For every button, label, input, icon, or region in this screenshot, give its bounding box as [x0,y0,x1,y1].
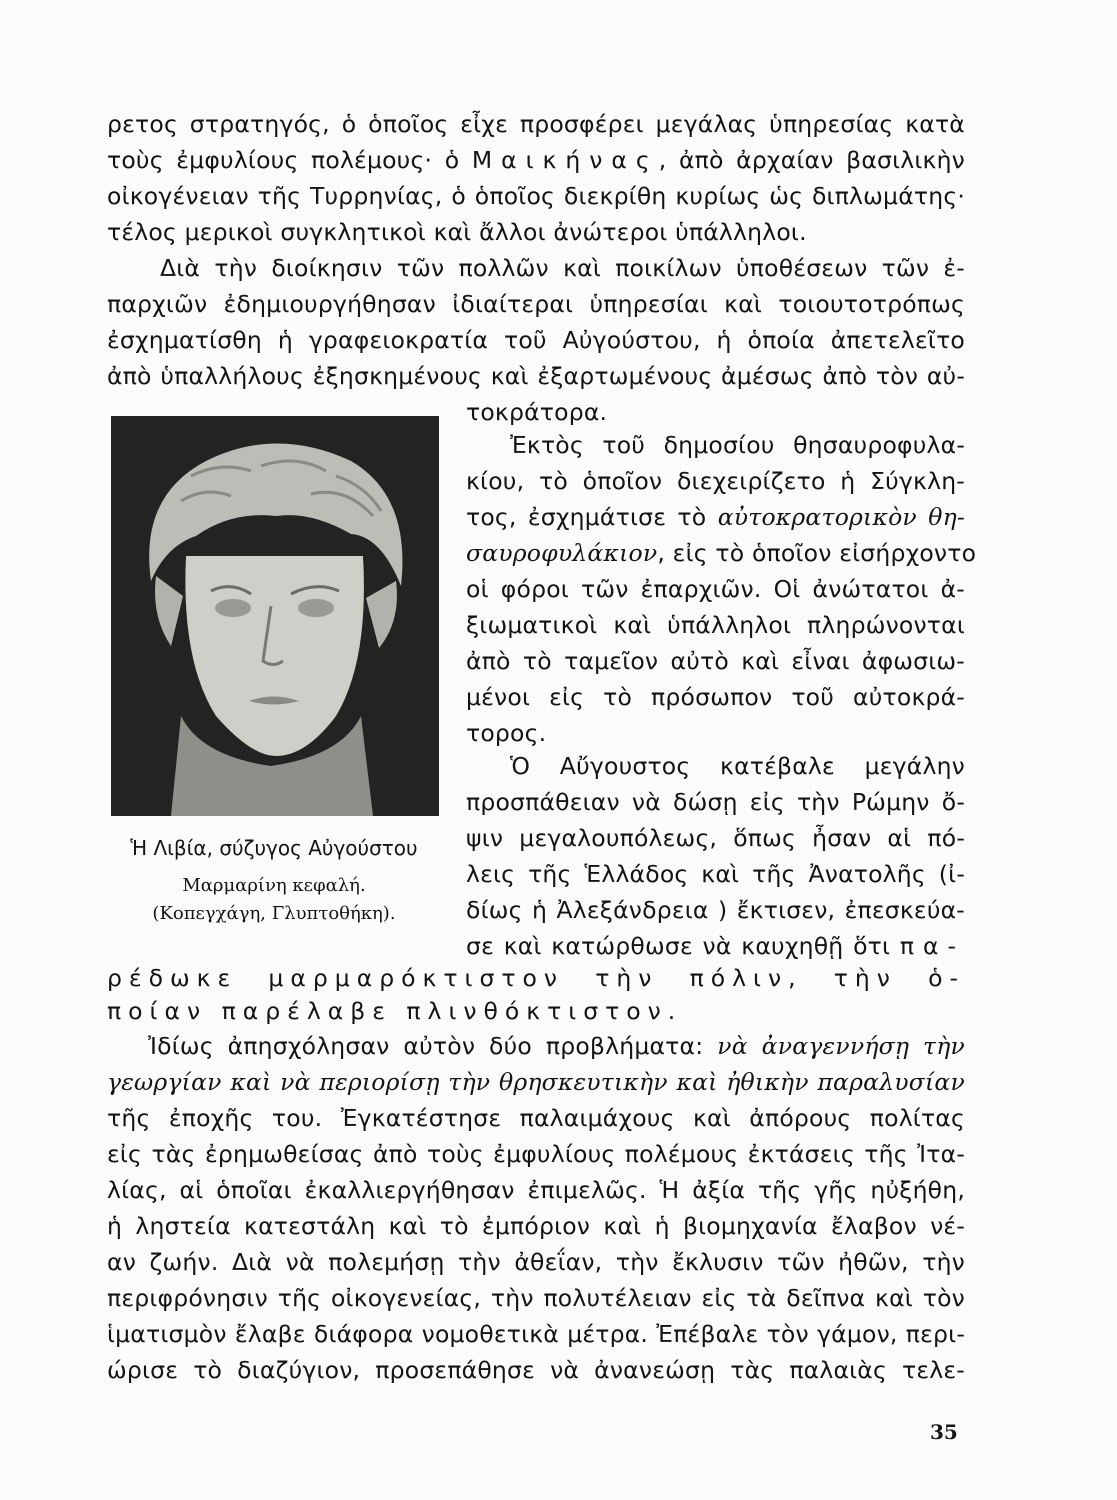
text-line: λίας, αἱ ὁποῖαι ἐκαλλιεργήθησαν ἐπιμελῶς. Ἡ ἀξία τῆς γῆς ηὐξήθη, [107,1176,965,1204]
text-line: ρετος στρατηγός, ὁ ὁποῖος εἶχε προσφέρει μεγάλας ὑπηρεσίας κατὰ [107,110,965,138]
italic-text-line: γεωργίαν καὶ νὰ περιορίσῃ τὴν θρησκευτικὴν καὶ ἠθικὴν παραλυσίαν [107,1068,965,1096]
text-line: ἡ ληστεία κατεστάλη καὶ τὸ ἐμπόριον καὶ ἡ βιομηχανία ἔλαβον νέ- [107,1212,965,1240]
text-line: Ἐκτὸς τοῦ δημοσίου θησαυροφυλα- [510,431,965,459]
text-line: οἰκογένειαν τῆς Τυρρηνίας, ὁ ὁποῖος διεκρίθη κυρίως ὡς διπλωμάτης· [107,182,965,210]
italic-term: αὐτοκρατορικὸν θη- [717,503,965,531]
figure-caption-material: Μαρμαρίνη κεφαλή. [182,875,366,896]
figure-caption-title: Ἡ Λιβία, σύζυγος Αὐγούστου [130,836,418,860]
italic-phrase: νὰ ἀναγεννήσῃ τὴν [717,1032,965,1060]
text-line [107,145,965,175]
text-line [466,502,965,532]
text-line: Ὁ Αὔγουστος κατέβαλε μεγάλην [510,752,965,780]
text-line: κίου, τὸ ὁποῖον διεχειρίζετο ἡ Σύγκλη- [466,467,965,495]
spaced-text-line: ποίαν παρέλαβε πλινθόκτιστον. [107,997,683,1025]
text-line: ἐσχηματίσθη ἡ γραφειοκρατία τοῦ Αὐγούστου, ἡ ὁποία ἀπετελεῖτο [107,326,965,354]
text-line: τοκράτορα. [466,398,608,426]
livia-marble-head-photo [111,416,439,816]
page-number: 35 [930,1420,958,1444]
text-line: τέλος μερικοὶ συγκλητικοὶ καὶ ἄλλοι ἀνώτεροι ὑπάλληλοι. [107,218,807,246]
text-line [148,1031,965,1061]
spaced-text-line: ρέδωκε μαρμαρόκτιστον τὴν πόλιν, τὴν ὁ- [107,964,965,992]
text-line: αν ζωήν. Διὰ νὰ πολεμήσῃ τὴν ἀθεΐαν, τὴν ἔκλυσιν τῶν ἠθῶν, τὴν [107,1248,965,1276]
marble-head-illustration [111,416,439,816]
text-line: προσπάθειαν νὰ δώσῃ εἰς τὴν Ρώμην ὄ- [466,788,965,816]
text-run: σε καὶ κατώρθωσε νὰ καυχηθῇ ὅτι [466,932,900,960]
text-line: ξιωματικοὶ καὶ ὑπάλληλοι πληρώνονται [466,611,965,639]
text-line: ἱματισμὸν ἔλαβε διάφορα νομοθετικὰ μέτρα. Ἐπέβαλε τὸν γάμον, περι- [107,1320,965,1348]
text-line: τῆς ἐποχῆς του. Ἐγκατέστησε παλαιμάχους καὶ ἀπόρους πολίτας [107,1104,965,1132]
italic-term: σαυροφυλάκιον [466,539,658,567]
text-line: δίως ἡ Ἀλεξάνδρεια ) ἔκτισεν, ἐπεσκεύα- [466,896,965,924]
text-line: ἀπὸ τὸ ταμεῖον αὐτὸ καὶ εἶναι ἀφωσιω- [466,647,965,675]
text-line: ώρισε τὸ διαζύγιον, προσεπάθησε νὰ ἀνανεώσῃ τὰς παλαιὰς τελε- [107,1356,965,1384]
text-line: περιφρόνησιν τῆς οἰκογενείας, τὴν πολυτέλειαν εἰς τὰ δεῖπνα καὶ τὸν [107,1284,965,1312]
figure-caption-location: (Κοπεγχάγη, Γλυπτοθήκη). [152,903,396,924]
text-line [466,538,977,568]
text-line: τορος. [466,719,547,747]
text-line: παρχιῶν ἐδημιουργήθησαν ἰδιαίτεραι ὑπηρεσίαι καὶ τοιουτοτρόπως [107,290,965,318]
name-maikinas: Μαικήνας [471,146,659,174]
text-run: τοὺς ἐμφυλίους πολέμους· ὁ [107,146,472,174]
text-run: τος, ἐσχημάτισε τὸ [466,503,718,531]
text-line: λεις τῆς Ἑλλάδος καὶ τῆς Ἀνατολῆς (ἰ- [466,860,965,888]
text-line: οἱ φόροι τῶν ἐπαρχιῶν. Οἱ ἀνώτατοι ἀ- [466,575,965,603]
text-line: εἰς τὰς ἐρημωθείσας ἀπὸ τοὺς ἐμφυλίους πολέμους ἐκτάσεις τῆς Ἰτα- [107,1140,965,1168]
text-run: , ἀπὸ ἀρχαίαν βασιλικὴν [658,146,965,174]
text-run: , εἰς τὸ ὁποῖον εἰσήρχοντο [657,539,977,567]
text-line: Διὰ τὴν διοίκησιν τῶν πολλῶν καὶ ποικίλων ὑποθέσεων τῶν ἐ- [160,254,965,282]
spaced-text: πα- [899,932,965,960]
text-line: ψιν μεγαλουπόλεως, ὅπως ἦσαν αἱ πό- [466,824,965,852]
text-run: Ἰδίως ἀπησχόλησαν αὐτὸν δύο προβλήματα: [148,1032,718,1060]
text-line: μένοι εἰς τὸ πρόσωπον τοῦ αὐτοκρά- [466,683,965,711]
text-line [466,931,965,961]
text-line: ἀπὸ ὑπαλλήλους ἐξησκημένους καὶ ἐξαρτωμένους ἀμέσως ἀπὸ τὸν αὐ- [107,362,965,390]
